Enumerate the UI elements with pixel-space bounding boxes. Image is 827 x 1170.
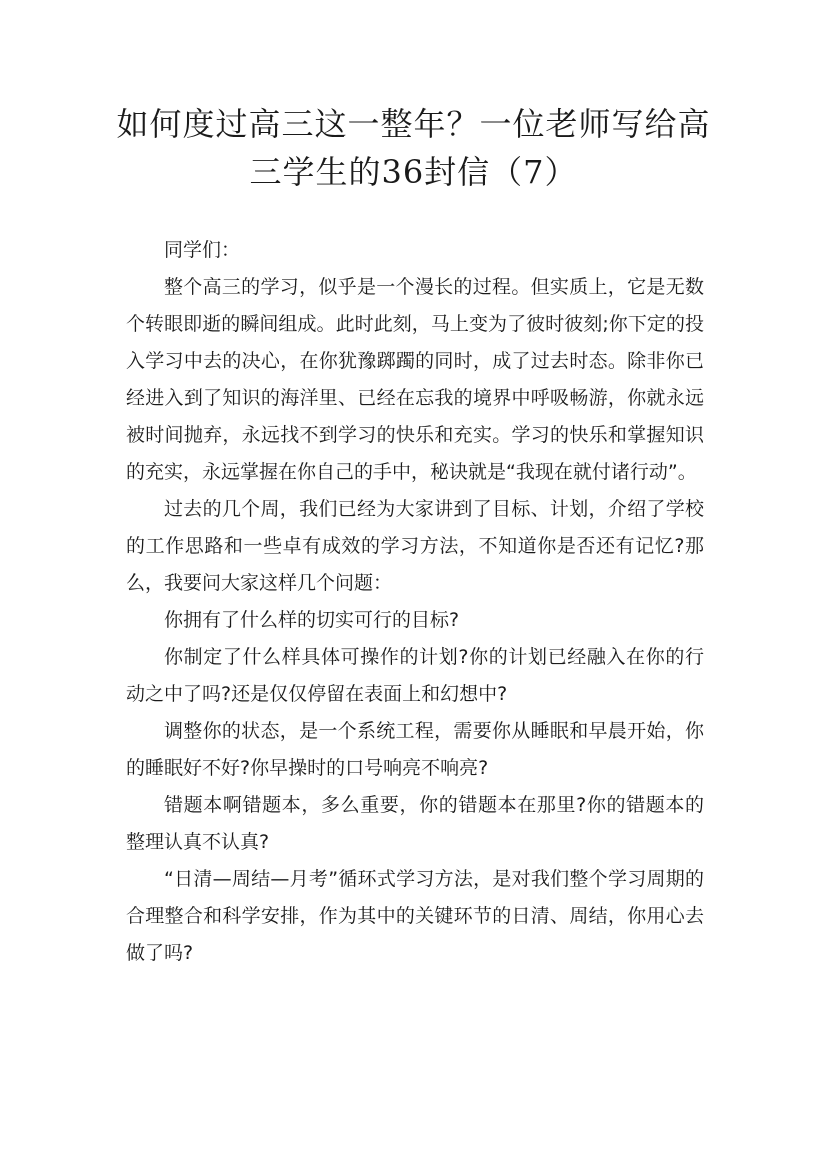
question-paragraph: 你制定了什么样具体可操作的计划?你的计划已经融入在你的行动之中了吗?还是仅仅停留在表面上和幻想中? — [126, 646, 704, 705]
title-line-2: 三学生的36封信（7） — [249, 153, 578, 191]
question-paragraph: 错题本啊错题本，多么重要，你的错题本在那里?你的错题本的整理认真不认真? — [126, 794, 704, 853]
body-paragraph: 过去的几个周，我们已经为大家讲到了目标、计划，介绍了学校的工作思路和一些卓有成效的学习方法，不知道你是否还有记忆?那么，我要问大家这样几个问题： — [126, 498, 704, 594]
question-paragraph: 你拥有了什么样的切实可行的目标? — [164, 609, 460, 631]
body-paragraph: 整个高三的学习，似乎是一个漫长的过程。但实质上，它是无数个转眼即逝的瞬间组成。此时此刻，马上变为了彼时彼刻;你下定的投入学习中去的决心，在你犹豫踯躅的同时，成了过去时态。除非你已经进入到了知识的海洋里、已经在忘我的境界中呼吸畅游，你就永远被时间抛弃，永远找不到学习的快乐和充实。学习的快乐和掌握知识的充实，永远掌握在你自己的手中，秘诀就是“我现在就付诸行动”。 — [126, 276, 704, 483]
question-paragraph: “日清—周结—月考”循环式学习方法，是对我们整个学习周期的合理整合和科学安排，作为其中的关键环节的日清、周结，你用心去做了吗? — [126, 868, 704, 964]
question-paragraph: 调整你的状态，是一个系统工程，需要你从睡眠和早晨开始，你的睡眠好不好?你早操时的口号响亮不响亮? — [126, 720, 704, 779]
document-body — [126, 232, 704, 972]
document-title — [80, 100, 747, 196]
greeting-paragraph: 同学们： — [164, 239, 241, 261]
title-line-1: 如何度过高三这一整年？一位老师写给高 — [116, 105, 711, 143]
